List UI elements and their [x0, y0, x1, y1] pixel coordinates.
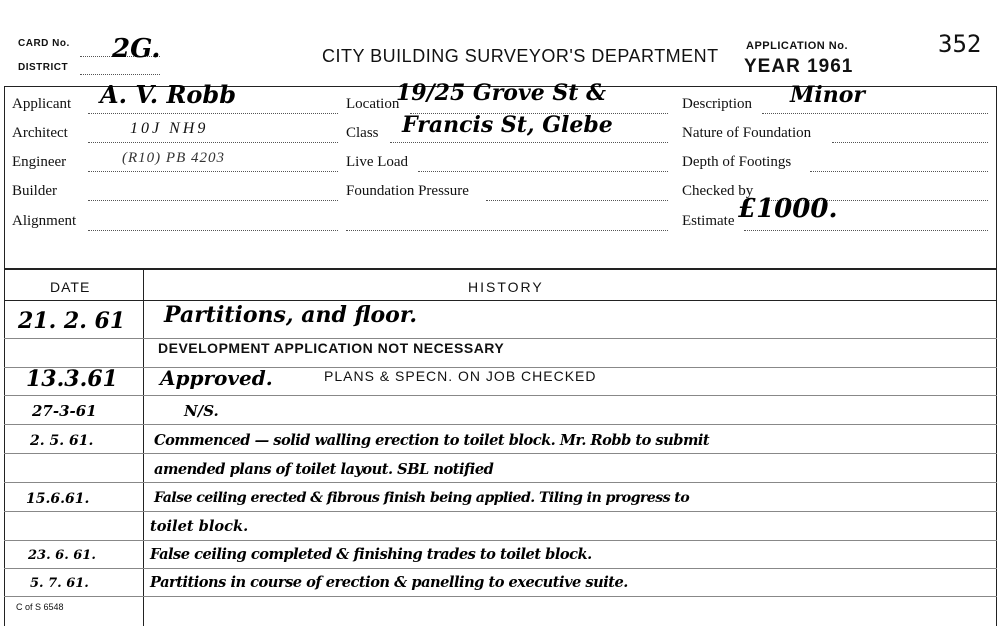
form-number: C of S 6548 — [16, 602, 64, 612]
history-date: 21. 2. 61 — [18, 308, 126, 334]
applicant-value: A. V. Robb — [100, 80, 236, 109]
history-date: 5. 7. 61. — [30, 576, 89, 591]
architect-label: Architect — [12, 125, 68, 141]
history-text: amended plans of toilet layout. SBL notified — [154, 461, 494, 478]
foundation-pressure-label: Foundation Pressure — [346, 183, 469, 199]
history-text: Partitions in course of erection & panelling to executive suite. — [150, 574, 628, 591]
history-text: N/S. — [184, 402, 219, 420]
application-label: APPLICATION No. — [746, 40, 849, 52]
application-number: 352 — [938, 30, 982, 58]
builder-label: Builder — [12, 183, 57, 199]
location-label: Location — [346, 96, 400, 112]
history-date: 23. 6. 61. — [28, 548, 96, 563]
history-text: False ceiling completed & finishing trades to toilet block. — [150, 546, 592, 563]
history-text: Partitions, and floor. — [164, 302, 418, 328]
district-label: DISTRICT — [18, 62, 69, 73]
applicant-label: Applicant — [12, 96, 72, 112]
location-value-2: Francis St, Glebe — [402, 112, 613, 138]
page-title: CITY BUILDING SURVEYOR'S DEPARTMENT — [322, 46, 719, 66]
typed-note: PLANS & SPECN. ON JOB CHECKED — [324, 368, 597, 384]
architect-value: 10J NH9 — [130, 120, 209, 137]
history-date: 13.3.61 — [26, 366, 118, 392]
card-no-value: 2G. — [112, 34, 161, 64]
history-date: 27-3-61 — [32, 402, 97, 420]
live-load-label: Live Load — [346, 154, 409, 170]
description-label: Description — [682, 96, 752, 112]
estimate-label: Estimate — [682, 213, 735, 229]
history-text: Approved. — [160, 366, 273, 390]
date-column-header: DATE — [50, 279, 91, 295]
history-text: toilet block. — [150, 518, 249, 535]
history-column-header: HISTORY — [468, 279, 544, 295]
development-stamp: DEVELOPMENT APPLICATION NOT NECESSARY — [158, 340, 505, 356]
history-text: False ceiling erected & fibrous finish being applied. Tiling in progress to — [154, 490, 690, 506]
location-value-1: 19/25 Grove St & — [396, 80, 606, 106]
description-value: Minor — [790, 82, 865, 108]
engineer-label: Engineer — [12, 154, 67, 170]
card-no-label: CARD No. — [18, 38, 70, 49]
estimate-value: £1000. — [738, 194, 838, 224]
depth-footings-label: Depth of Footings — [682, 154, 792, 170]
year-label: YEAR 1961 — [744, 56, 854, 77]
history-date: 15.6.61. — [26, 491, 90, 507]
engineer-value: (R10) PB 4203 — [122, 150, 225, 166]
class-label: Class — [346, 125, 379, 141]
history-date: 2. 5. 61. — [30, 433, 94, 449]
alignment-label: Alignment — [12, 213, 77, 229]
nature-foundation-label: Nature of Foundation — [682, 125, 812, 141]
history-text: Commenced — solid walling erection to toilet block. Mr. Robb to submit — [154, 432, 710, 449]
checked-by-label: Checked by — [682, 183, 754, 199]
